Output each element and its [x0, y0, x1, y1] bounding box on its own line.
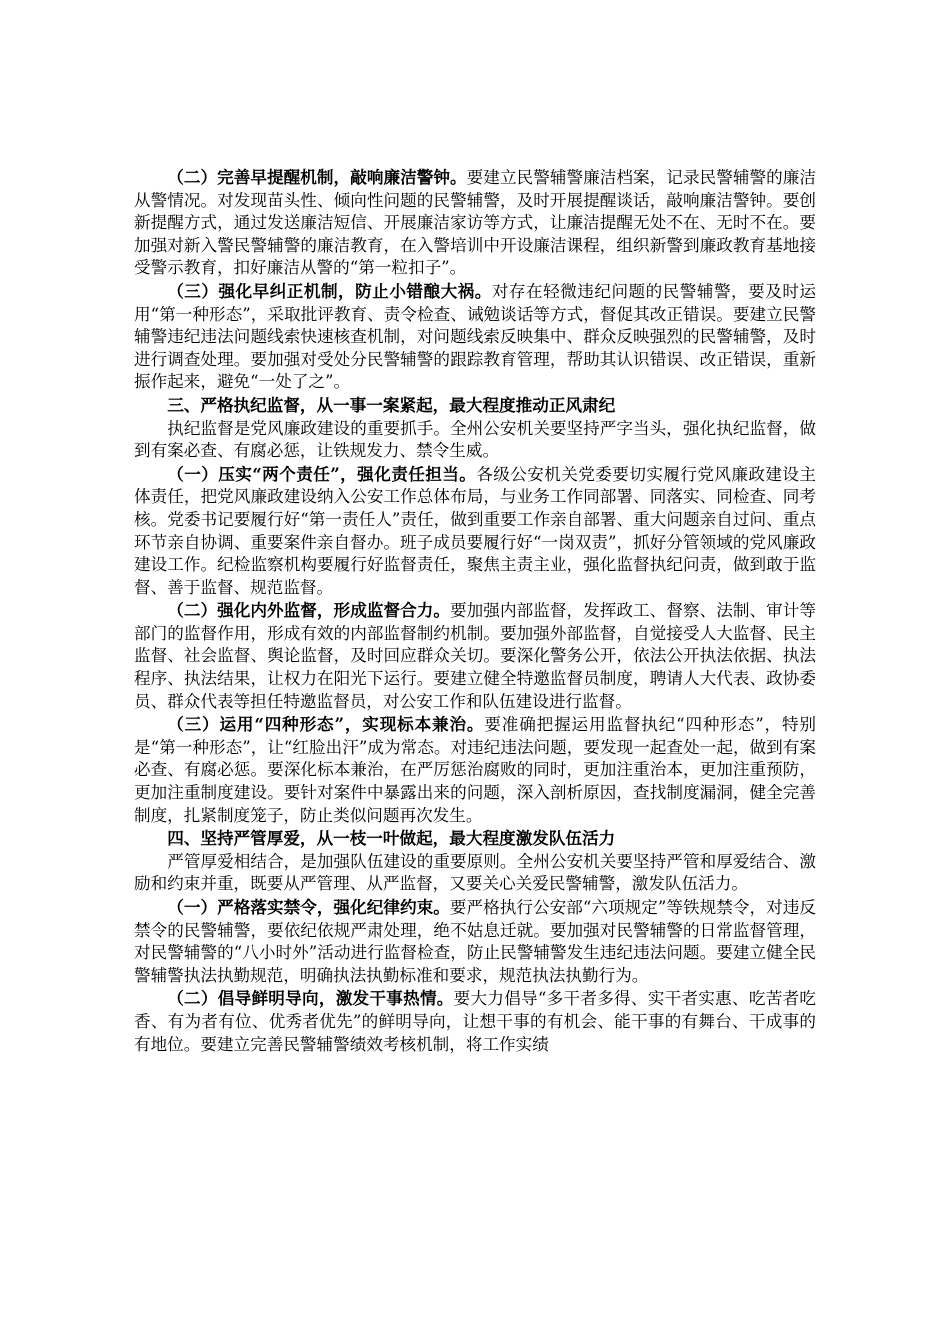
paragraph-text: 严管厚爱相结合，是加强队伍建设的重要原则。全州公安机关要坚持严管和厚爱结合、激励和约束并重，既要从严管理、从严监督，又要关心关爱民警辅警，激发队伍活力。: [134, 851, 816, 894]
paragraph-guidance: [134, 987, 816, 1056]
section-heading-4: [134, 827, 816, 850]
paragraph-text: 对存在轻微违纪问题的民警辅警，要及时运用“第一种形态”，采取批评教育、责令检查、诫勉谈话等方式，督促其改正错误。要建立民警辅警违纪违法问题线索快速核查机制，对问题线索反映集中、群众反映强烈的民警辅警，及时进行调查处理。要加强对受处分民警辅警的跟踪教育管理，帮助其认识错误、改正错误，重新振作起来，避免“一处了之”。: [134, 281, 817, 392]
paragraph-text: 要加强内部监督，发挥政工、督察、法制、审计等部门的监督作用，形成有效的内部监督制约机制。要加强外部监督，自觉接受人大监督、民主监督、社会监督、舆论监督，及时回应群众关切。要深化警务公开，依法公开执法依据、执法程序、执法结果，让权力在阳光下运行。要建立健全特邀监督员制度，聘请人大代表、政协委员、群众代表等担任特邀监督员，对公安工作和队伍建设进行监督。: [134, 601, 817, 711]
paragraph-supervision: [134, 599, 816, 713]
paragraph-lead: （一）压实“两个责任”，强化责任担当。: [167, 463, 477, 484]
paragraph-discipline: [134, 896, 816, 987]
paragraph-text: 执纪监督是党风廉政建设的重要抓手。全州公安机关要坚持严字当头，强化执纪监督，做到有案必查、有腐必惩，让铁规发力、禁令生威。: [134, 418, 816, 461]
paragraph-text: 要建立民警辅警廉洁档案，记录民警辅警的廉洁从警情况。对发现苗头性、倾向性问题的民警辅警，及时开展提醒谈话，敲响廉洁警钟。要创新提醒方式，通过发送廉洁短信、开展廉洁家访等方式，让廉洁提醒无处不在、无时不在。要加强对新入警民警辅警的廉洁教育，在入警培训中开设廉洁课程，组织新警到廉政教育基地接受警示教育，扣好廉洁从警的“第一粒扣子”。: [134, 168, 817, 278]
heading-text: 四、坚持严管厚爱，从一枝一叶做起，最大程度激发队伍活力: [167, 828, 616, 849]
heading-text: 三、严格执纪监督，从一事一案紧起，最大程度推动正风肃纪: [167, 394, 616, 415]
paragraph-lead: （二）倡导鲜明导向，激发干事热情。: [167, 988, 454, 1009]
paragraph-section3-intro: [134, 417, 816, 463]
paragraph-text: 要大力倡导“多干者多得、实干者实惠、吃苦者吃香、有为者有位、优秀者优先”的鲜明导向，让想干事的有机会、能干事的有舞台、干成事的有地位。要建立完善民警辅警绩效考核机制，将工作实绩: [134, 989, 817, 1054]
paragraph-text: 各级公安机关党委要切实履行党风廉政建设主体责任，把党风廉政建设纳入公安工作总体布局，与业务工作同部署、同落实、同检查、同考核。党委书记要履行好“第一责任人”责任，做到重要工作亲自部署、重大问题亲自过问、重点环节亲自协调、重要案件亲自督办。班子成员要履行好“一岗双责”，抓好分管领域的党风廉政建设工作。纪检监察机构要履行好监督责任，聚焦主责主业，强化监督执纪问责，做到敢于监督、善于监督、规范监督。: [134, 464, 816, 597]
paragraph-section4-intro: [134, 850, 816, 896]
paragraph-lead: （一）严格落实禁令，强化纪律约束。: [167, 897, 450, 917]
paragraph-early-reminder: [134, 166, 816, 280]
paragraph-text: 要严格执行公安部“六项规定”等铁规禁令，对违反禁令的民警辅警，要依纪依规严肃处理，绝不姑息迁就。要加强对民警辅警的日常监督管理，对民警辅警的“八小时外”活动进行监督检查，防止民警辅警发生违纪违法问题。要建立健全民警辅警执法执勤规范，明确执法执勤标准和要求，规范执法执勤行为。: [134, 898, 817, 985]
paragraph-lead: （二）强化内外监督，形成监督合力。: [167, 600, 451, 621]
document-body: [134, 166, 816, 1056]
paragraph-lead: （三）强化早纠正机制，防止小错酿大祸。: [167, 280, 492, 301]
paragraph-text: 要准确把握运用监督执纪“四种形态”，特别是“第一种形态”，让“红脸出汗”成为常态。对违纪违法问题，要发现一起查处一起，做到有案必查、有腐必惩。要深化标本兼治，在严厉惩治腐败的同时，更加注重治本，更加注重预防，更加注重制度建设。要针对案件中暴露出来的问题，深入剖析原因，查找制度漏洞，健全完善制度，扎紧制度笼子，防止类似问题再次发生。: [134, 715, 816, 825]
section-heading-3: [134, 394, 816, 417]
paragraph-four-forms: [134, 713, 816, 827]
paragraph-lead: （三）运用“四种形态”，实现标本兼治。: [167, 714, 485, 735]
paragraph-early-correction: [134, 280, 816, 394]
paragraph-two-responsibilities: [134, 463, 816, 600]
paragraph-lead: （二）完善早提醒机制，敲响廉洁警钟。: [167, 167, 467, 187]
